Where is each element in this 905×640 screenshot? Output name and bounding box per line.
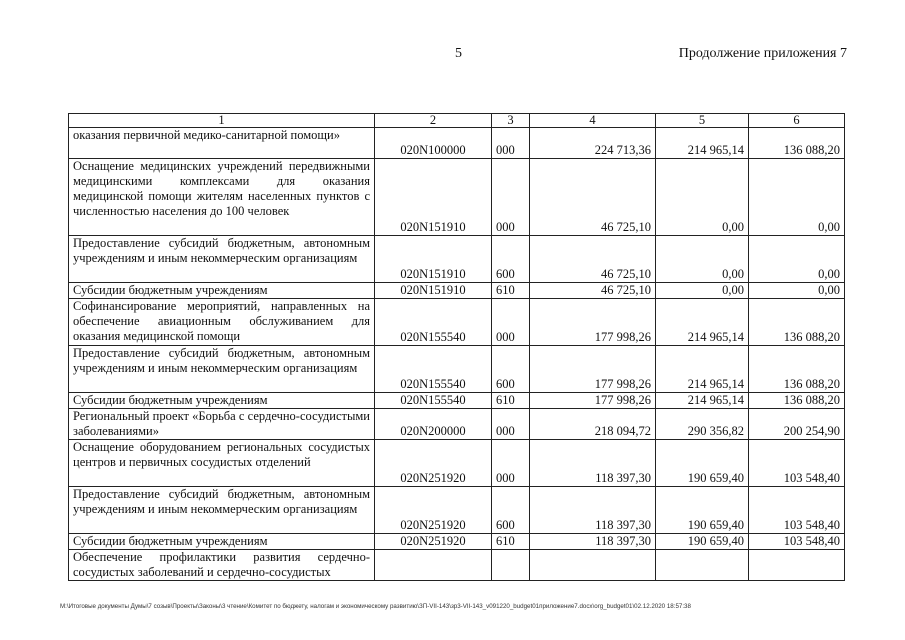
row-value-1: 46 725,10 xyxy=(530,236,656,283)
row-value-2: 190 659,40 xyxy=(656,440,749,487)
row-name: Обеспечение профилактики развития сердечно-сосудистых заболеваний и сердечно-сосудистых xyxy=(69,550,375,581)
column-header: 1 xyxy=(69,114,375,128)
row-code: 020N200000 xyxy=(375,409,492,440)
row-value-1: 218 094,72 xyxy=(530,409,656,440)
row-value-1: 118 397,30 xyxy=(530,534,656,550)
row-name: Оснащение оборудованием региональных сосудистых центров и первичных сосудистых отделений xyxy=(69,440,375,487)
table-row xyxy=(69,534,845,550)
row-name: Предоставление субсидий бюджетным, автономным учреждениям и иным некоммерческим организациям xyxy=(69,346,375,393)
row-type: 610 xyxy=(492,283,530,299)
table-row xyxy=(69,440,845,487)
row-type: 610 xyxy=(492,534,530,550)
row-code: 020N251920 xyxy=(375,440,492,487)
row-value-2: 190 659,40 xyxy=(656,487,749,534)
column-header: 3 xyxy=(492,114,530,128)
row-name: Оснащение медицинских учреждений передвижными медицинскими комплексами для оказания медицинской помощи жителям населенных пунктов с численностью населения до 100 человек xyxy=(69,159,375,236)
row-code: 020N151910 xyxy=(375,283,492,299)
row-value-3: 136 088,20 xyxy=(749,393,845,409)
table-row xyxy=(69,393,845,409)
column-header: 4 xyxy=(530,114,656,128)
row-value-3: 0,00 xyxy=(749,283,845,299)
row-type: 600 xyxy=(492,346,530,393)
row-value-3: 136 088,20 xyxy=(749,346,845,393)
row-value-3: 103 548,40 xyxy=(749,440,845,487)
row-value-1: 177 998,26 xyxy=(530,299,656,346)
row-value-2: 0,00 xyxy=(656,283,749,299)
row-code: 020N100000 xyxy=(375,128,492,159)
continuation-label: Продолжение приложения 7 xyxy=(678,46,847,61)
row-value-2: 0,00 xyxy=(656,159,749,236)
budget-table xyxy=(68,113,845,581)
row-type: 000 xyxy=(492,299,530,346)
row-code: 020N155540 xyxy=(375,393,492,409)
row-code: 020N155540 xyxy=(375,299,492,346)
column-header: 6 xyxy=(749,114,845,128)
row-value-2: 190 659,40 xyxy=(656,534,749,550)
row-name: Субсидии бюджетным учреждениям xyxy=(69,283,375,299)
row-type xyxy=(492,550,530,581)
table-row xyxy=(69,283,845,299)
row-value-2: 214 965,14 xyxy=(656,128,749,159)
page-number: 5 xyxy=(455,46,462,61)
row-value-1: 46 725,10 xyxy=(530,159,656,236)
row-value-3: 136 088,20 xyxy=(749,128,845,159)
row-value-2: 214 965,14 xyxy=(656,299,749,346)
row-type: 000 xyxy=(492,409,530,440)
row-type: 600 xyxy=(492,487,530,534)
row-type: 000 xyxy=(492,128,530,159)
document-path-footer: M:\Итоговые документы Думы\7 созыв\Проекты\Законы\3 чтение\Комитет по бюджету, налогам и экономическому развитию\ЗП-VII-143\зр3-VII-143_v091220_budget01приложение7.docx\org_budget01\02.12.2020 18:57:38 xyxy=(60,603,691,610)
row-code: 020N151910 xyxy=(375,159,492,236)
row-value-3: 103 548,40 xyxy=(749,534,845,550)
table-row xyxy=(69,409,845,440)
row-value-3: 136 088,20 xyxy=(749,299,845,346)
row-value-1: 46 725,10 xyxy=(530,283,656,299)
row-name: Субсидии бюджетным учреждениям xyxy=(69,393,375,409)
row-value-1: 224 713,36 xyxy=(530,128,656,159)
row-name: оказания первичной медико-санитарной помощи» xyxy=(69,128,375,159)
row-value-3 xyxy=(749,550,845,581)
table-row xyxy=(69,128,845,159)
table-row xyxy=(69,550,845,581)
row-value-3: 0,00 xyxy=(749,159,845,236)
row-value-2: 214 965,14 xyxy=(656,346,749,393)
row-code: 020N251920 xyxy=(375,534,492,550)
column-header: 2 xyxy=(375,114,492,128)
column-header: 5 xyxy=(656,114,749,128)
row-name: Предоставление субсидий бюджетным, автономным учреждениям и иным некоммерческим организациям xyxy=(69,487,375,534)
row-name: Региональный проект «Борьба с сердечно-сосудистыми заболеваниями» xyxy=(69,409,375,440)
row-code xyxy=(375,550,492,581)
table-row xyxy=(69,346,845,393)
row-name: Софинансирование мероприятий, направленных на обеспечение авиационным обслуживанием для оказания медицинской помощи xyxy=(69,299,375,346)
row-code: 020N251920 xyxy=(375,487,492,534)
row-value-1: 177 998,26 xyxy=(530,346,656,393)
row-code: 020N151910 xyxy=(375,236,492,283)
row-name: Предоставление субсидий бюджетным, автономным учреждениям и иным некоммерческим организациям xyxy=(69,236,375,283)
row-value-1: 118 397,30 xyxy=(530,440,656,487)
table-row xyxy=(69,487,845,534)
table-header-row xyxy=(69,114,845,128)
table-row xyxy=(69,236,845,283)
row-value-2: 0,00 xyxy=(656,236,749,283)
row-name: Субсидии бюджетным учреждениям xyxy=(69,534,375,550)
row-value-1: 177 998,26 xyxy=(530,393,656,409)
row-value-1: 118 397,30 xyxy=(530,487,656,534)
row-value-1 xyxy=(530,550,656,581)
row-value-2: 214 965,14 xyxy=(656,393,749,409)
row-type: 610 xyxy=(492,393,530,409)
row-type: 600 xyxy=(492,236,530,283)
row-value-3: 200 254,90 xyxy=(749,409,845,440)
row-value-2 xyxy=(656,550,749,581)
table-row xyxy=(69,299,845,346)
row-value-3: 103 548,40 xyxy=(749,487,845,534)
row-type: 000 xyxy=(492,159,530,236)
row-type: 000 xyxy=(492,440,530,487)
row-code: 020N155540 xyxy=(375,346,492,393)
row-value-2: 290 356,82 xyxy=(656,409,749,440)
table-row xyxy=(69,159,845,236)
row-value-3: 0,00 xyxy=(749,236,845,283)
